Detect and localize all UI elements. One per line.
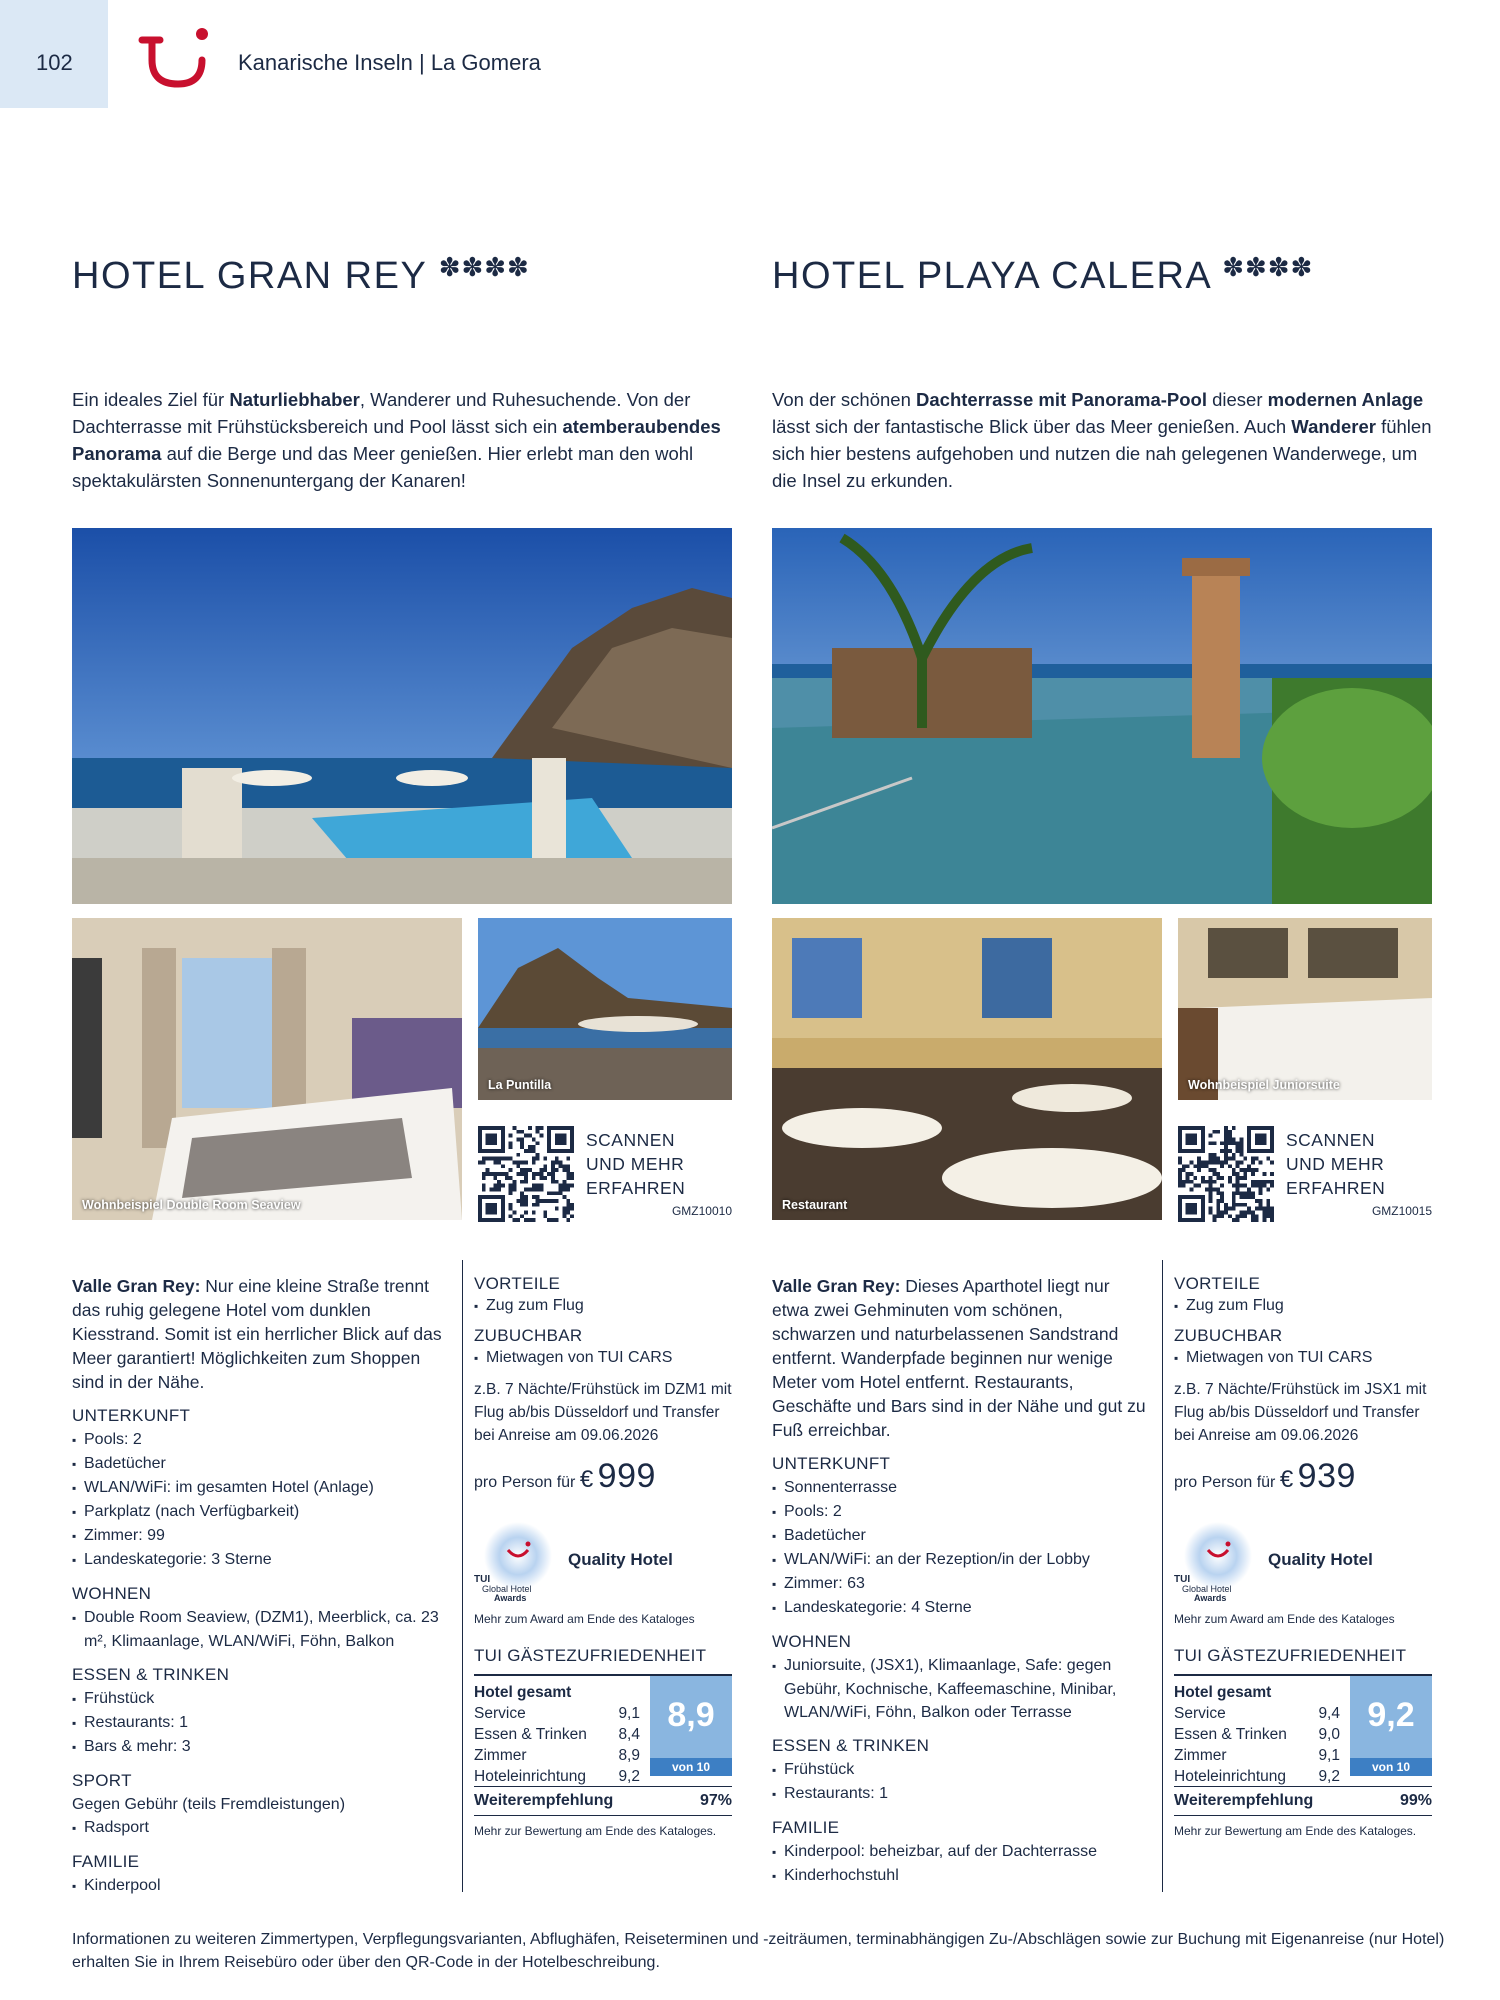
list-item: ▪ Double Room Seaview, (DZM1), Meerblick, ca. 23 m², Klimaanlage, WLAN/WiFi, Föhn, Balkon xyxy=(72,1606,446,1653)
list-item: ▪ Kinderhochstuhl xyxy=(772,1864,1146,1888)
section-title: FAMILIE xyxy=(772,1818,840,1837)
recommendation: Weiterempfehlung 97% xyxy=(474,1786,732,1816)
photo-caption: Wohnbeispiel Juniorsuite xyxy=(1188,1078,1340,1092)
hotel-details xyxy=(72,1274,446,1898)
hotel-code: GMZ10015 xyxy=(1371,1204,1432,1218)
list-item: ▪ Zimmer: 63 xyxy=(772,1572,1146,1596)
section-title: UNTERKUNFT xyxy=(72,1406,191,1425)
booking-panel xyxy=(1174,1274,1432,1838)
award-badge-icon xyxy=(474,1520,564,1606)
list-item: ▪ Sonnenterrasse xyxy=(772,1476,1146,1500)
overall-score: 8,9 von 10 xyxy=(650,1676,732,1776)
stars-rating: ✽✽✽✽ xyxy=(1222,252,1314,282)
rating-title: TUI GÄSTEZUFRIEDENHEIT xyxy=(474,1646,707,1665)
award-label: Quality Hotel xyxy=(1268,1550,1373,1569)
list-item: ▪ Frühstück xyxy=(72,1687,446,1711)
list-item: ▪ Kinderpool: beheizbar, auf der Dachterrasse xyxy=(772,1840,1146,1864)
list-item: ▪ Parkplatz (nach Verfügbarkeit) xyxy=(72,1500,446,1524)
section-title: UNTERKUNFT xyxy=(772,1454,891,1473)
rating-row: Service 9,4 xyxy=(1174,1705,1340,1722)
rating-box xyxy=(1174,1674,1432,1786)
section-list xyxy=(72,1687,446,1759)
footer-note: Informationen zu weiteren Zimmertypen, Verpflegungsvarianten, Abflughäfen, Reiseterminen und -zeiträumen, terminabhängigen Zu-/Abschlägen sowie zur Buchung mit Eigenanreise (nur Hotel) erhalten Sie in Ihrem Reisebüro oder über den QR-Code in der Hotelbeschreibung. xyxy=(72,1931,1445,1971)
section-list xyxy=(72,1606,446,1653)
booking-panel xyxy=(474,1274,732,1838)
award-note: Mehr zum Award am Ende des Kataloges xyxy=(474,1612,695,1626)
list-item: ▪ Badetücher xyxy=(772,1524,1146,1548)
section-list xyxy=(772,1840,1146,1888)
scan-callout: SCANNEN UND MEHR ERFAHREN xyxy=(1286,1130,1386,1198)
rating-row: Hoteleinrichtung 9,2 xyxy=(1174,1768,1340,1785)
list-item: ▪ Landeskategorie: 3 Sterne xyxy=(72,1548,446,1572)
section-title: ESSEN & TRINKEN xyxy=(72,1665,230,1684)
quality-hotel-award xyxy=(474,1520,732,1606)
page-number: 102 xyxy=(36,50,73,75)
rating-list xyxy=(1174,1682,1340,1787)
amenity-sections xyxy=(772,1452,1146,1888)
photo-panorama-pool[interactable] xyxy=(772,528,1432,904)
award-note: Mehr zum Award am Ende des Kataloges xyxy=(1174,1612,1395,1626)
recommendation: Weiterempfehlung 99% xyxy=(1174,1786,1432,1816)
rating-note: Mehr zur Bewertung am Ende des Kataloges. xyxy=(1174,1824,1417,1838)
photo-junior-suite[interactable] xyxy=(1178,918,1432,1100)
amenity-sections xyxy=(72,1404,446,1898)
list-item: ▪ WLAN/WiFi: im gesamten Hotel (Anlage) xyxy=(72,1476,446,1500)
section-title: SPORT xyxy=(72,1771,132,1790)
rating-list xyxy=(474,1682,640,1787)
rating-row: Service 9,1 xyxy=(474,1705,640,1722)
svg-text:Global Hotel: Global Hotel xyxy=(482,1584,532,1594)
list-item: ▪ WLAN/WiFi: an der Rezeption/in der Lobby xyxy=(772,1548,1146,1572)
list-item: ▪ Badetücher xyxy=(72,1452,446,1476)
price-value: 999 xyxy=(597,1457,656,1495)
section-title: WOHNEN xyxy=(72,1584,152,1603)
price-row: pro Person für € 999 xyxy=(474,1457,656,1495)
svg-text:Awards: Awards xyxy=(494,1593,527,1603)
section-list xyxy=(72,1816,446,1840)
breadcrumb: Kanarische Inseln | La Gomera xyxy=(238,50,541,75)
quality-hotel-award xyxy=(1174,1520,1432,1606)
photo-la-puntilla[interactable] xyxy=(478,918,732,1100)
rating-box xyxy=(474,1674,732,1786)
offer-details: z.B. 7 Nächte/Frühstück im DZM1 mit Flug ab/bis Düsseldorf und Transfer bei Anreise am 09.06.2026 xyxy=(474,1381,732,1444)
rating-row: Essen & Trinken 8,4 xyxy=(474,1726,640,1743)
rating-row: Zimmer 9,1 xyxy=(1174,1747,1340,1764)
stars-rating: ✽✽✽✽ xyxy=(438,252,530,282)
qr-code-icon[interactable] xyxy=(478,1126,574,1222)
list-item: ▪ Bars & mehr: 3 xyxy=(72,1735,446,1759)
photo-double-room[interactable] xyxy=(72,918,462,1220)
rating-row: Zimmer 8,9 xyxy=(474,1747,640,1764)
list-item: ▪ Restaurants: 1 xyxy=(72,1711,446,1735)
section-title: ESSEN & TRINKEN xyxy=(772,1736,930,1755)
svg-text:TUI: TUI xyxy=(474,1574,491,1585)
rating-note: Mehr zur Bewertung am Ende des Kataloges. xyxy=(474,1824,717,1838)
list-item: ▪ Restaurants: 1 xyxy=(772,1782,1146,1806)
rating-row: Hoteleinrichtung 9,2 xyxy=(474,1768,640,1785)
vorteile-list: ▪ Zug zum Flug xyxy=(1174,1294,1432,1318)
price-value: 939 xyxy=(1297,1457,1356,1495)
list-item: ▪ Juniorsuite, (JSX1), Klimaanlage, Safe: gegen Gebühr, Kochnische, Kaffeemaschine, Minibar, WLAN/WiFi, Föhn, Balkon oder Terrasse xyxy=(772,1654,1146,1724)
list-item: ▪ Frühstück xyxy=(772,1758,1146,1782)
svg-text:Global Hotel: Global Hotel xyxy=(1182,1584,1232,1594)
vorteile-title: VORTEILE xyxy=(1174,1274,1261,1293)
hotel-title: HOTEL GRAN REY ✽✽✽✽ xyxy=(72,252,530,297)
section-list xyxy=(772,1758,1146,1806)
zubuchbar-list: ▪ Mietwagen von TUI CARS xyxy=(1174,1346,1432,1370)
hotel-column-playa-calera xyxy=(772,0,1432,2000)
hotel-column-gran-rey xyxy=(72,0,732,2000)
vorteile-title: VORTEILE xyxy=(474,1274,561,1293)
scan-callout: SCANNEN UND MEHR ERFAHREN xyxy=(586,1130,686,1198)
section-title: FAMILIE xyxy=(72,1852,140,1871)
photo-restaurant[interactable] xyxy=(772,918,1162,1220)
photo-caption: La Puntilla xyxy=(488,1078,552,1092)
photo-caption: Wohnbeispiel Double Room Seaview xyxy=(82,1198,301,1212)
hotel-details xyxy=(772,1274,1146,1888)
rating-head: Hotel gesamt xyxy=(474,1684,572,1701)
zubuchbar-list: ▪ Mietwagen von TUI CARS xyxy=(474,1346,732,1370)
svg-text:TUI: TUI xyxy=(1174,1574,1191,1585)
list-item: ▪ Pools: 2 xyxy=(72,1428,446,1452)
hotel-code: GMZ10010 xyxy=(671,1204,732,1218)
section-list xyxy=(72,1428,446,1572)
location-description: Valle Gran Rey: Dieses Aparthotel liegt nur etwa zwei Gehminuten vom schönen, schwarzen und naturbelassenen Sandstrand entfernt. Wanderpfade beginnen nur wenige Meter vom Hotel entfernt. Restaurants, Geschäfte und Bars sind in der Nähe und gut zu Fuß erreichbar. xyxy=(772,1276,1146,1440)
rating-head: Hotel gesamt xyxy=(1174,1684,1272,1701)
location-description: Valle Gran Rey: Nur eine kleine Straße trennt das ruhig gelegene Hotel vom dunklen Kiesstrand. Somit ist ein herrlicher Blick auf das Meer garantiert! Möglichkeiten zum Shoppen sind in der Nähe. xyxy=(72,1276,442,1392)
hotel-intro: Von der schönen Dachterrasse mit Panorama-Pool dieser modernen Anlage lässt sich der fantastische Blick über das Meer genießen. Auch Wanderer fühlen sich hier bestens aufgehoben und nutzen die nah gelegenen Wanderwege, um die Insel zu erkunden. xyxy=(772,389,1432,491)
section-text: Gegen Gebühr (teils Fremdleistungen) xyxy=(72,1796,346,1813)
svg-text:Awards: Awards xyxy=(1194,1593,1227,1603)
section-list xyxy=(72,1874,446,1898)
photo-caption: Restaurant xyxy=(782,1198,848,1212)
zubuchbar-title: ZUBUCHBAR xyxy=(1174,1326,1283,1345)
hotel-title: HOTEL PLAYA CALERA ✽✽✽✽ xyxy=(772,252,1314,297)
hotel-intro: Ein ideales Ziel für Naturliebhaber, Wanderer und Ruhesuchende. Von der Dachterrasse mit Frühstücksbereich und Pool lässt sich ein atemberaubendes Panorama auf die Berge und das Meer genießen. Hier erlebt man den wohl spektakulärsten Sonnenuntergang der Kanaren! xyxy=(72,389,721,491)
section-list xyxy=(772,1654,1146,1724)
offer-details: z.B. 7 Nächte/Frühstück im JSX1 mit Flug ab/bis Düsseldorf und Transfer bei Anreise am 09.06.2026 xyxy=(1174,1381,1427,1444)
section-list xyxy=(772,1476,1146,1620)
section-title: WOHNEN xyxy=(772,1632,852,1651)
award-label: Quality Hotel xyxy=(568,1550,673,1569)
award-badge-icon xyxy=(1174,1520,1264,1606)
list-item: ▪ Radsport xyxy=(72,1816,446,1840)
qr-code-icon[interactable] xyxy=(1178,1126,1274,1222)
list-item: ▪ Zimmer: 99 xyxy=(72,1524,446,1548)
zubuchbar-title: ZUBUCHBAR xyxy=(474,1326,583,1345)
list-item: ▪ Landeskategorie: 4 Sterne xyxy=(772,1596,1146,1620)
vorteile-list: ▪ Zug zum Flug xyxy=(474,1294,732,1318)
column-divider xyxy=(1162,1260,1163,1892)
rating-row: Essen & Trinken 9,0 xyxy=(1174,1726,1340,1743)
column-divider xyxy=(462,1260,463,1892)
price-row: pro Person für € 939 xyxy=(1174,1457,1356,1495)
rating-title: TUI GÄSTEZUFRIEDENHEIT xyxy=(1174,1646,1407,1665)
overall-score: 9,2 von 10 xyxy=(1350,1676,1432,1776)
list-item: ▪ Kinderpool xyxy=(72,1874,446,1898)
photo-pool-terrace[interactable] xyxy=(72,528,732,904)
list-item: ▪ Pools: 2 xyxy=(772,1500,1146,1524)
